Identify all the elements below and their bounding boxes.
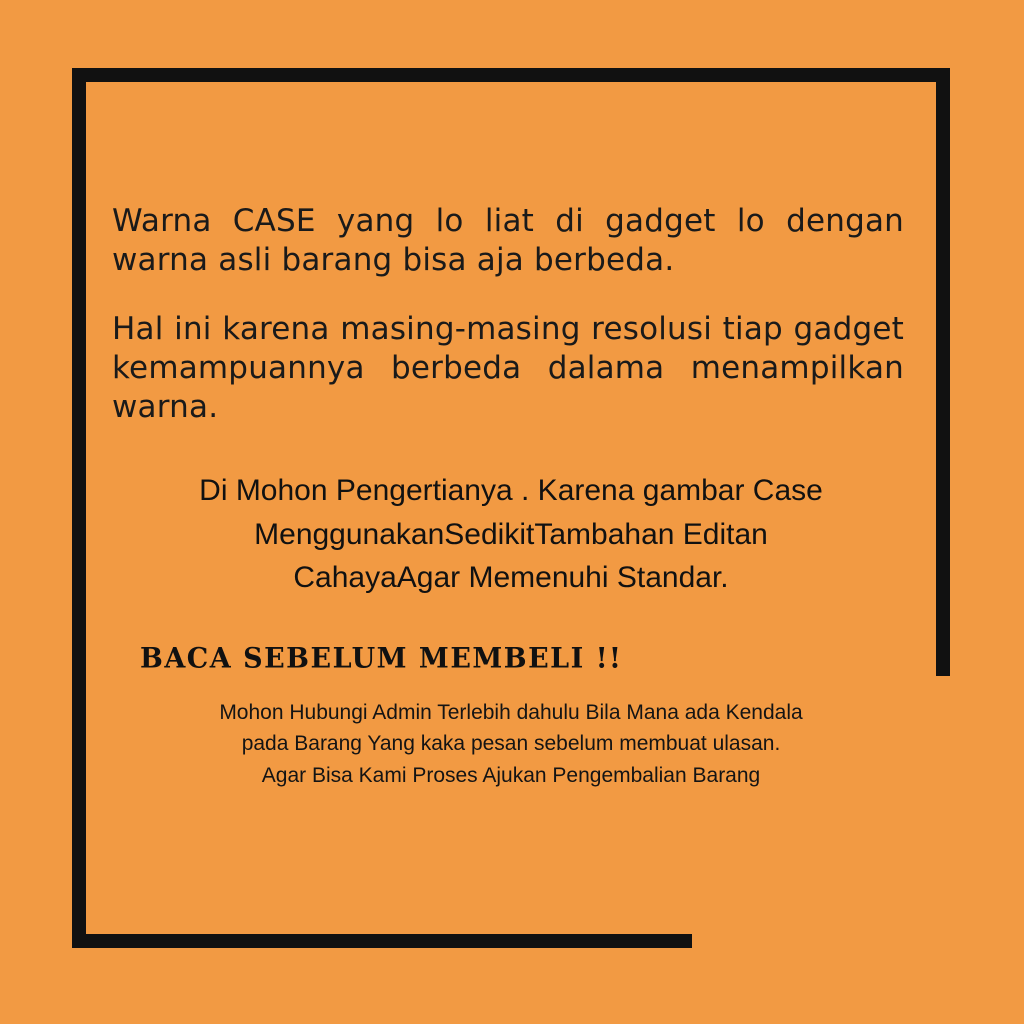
frame-border-bottom (72, 934, 692, 948)
plea-line-3: CahayaAgar Memenuhi Standar. (293, 561, 729, 595)
admin-contact-note (112, 697, 910, 792)
plea-line-1: Di Mohon Pengertianya . Karena gambar Case (199, 474, 823, 508)
note-line-2: pada Barang Yang kaka pesan sebelum membuat ulasan. (241, 732, 781, 756)
plea-line-2: MenggunakanSedikitTambahan Editan (254, 517, 768, 551)
note-line-1: Mohon Hubungi Admin Terlebih dahulu Bila Mana ada Kendala (219, 700, 803, 724)
warning-heading: BACA SEBELUM MEMBELI !! (140, 642, 623, 675)
poster-content (86, 82, 936, 934)
disclaimer-paragraph-1: Warna CASE yang lo liat di gadget lo dengan warna asli barang bisa aja berbeda. (112, 203, 904, 279)
disclaimer-paragraphs (112, 202, 910, 427)
disclaimer-paragraph-2: Hal ini karena masing-masing resolusi tiap gadget kemampuannya berbeda dalama menampilkan warna. (112, 311, 904, 426)
frame-border-top (72, 68, 950, 82)
note-line-3: Agar Bisa Kami Proses Ajukan Pengembalian Barang (261, 763, 761, 787)
frame-border-left (72, 68, 86, 948)
frame-border-right (936, 68, 950, 676)
plea-text (112, 469, 910, 600)
